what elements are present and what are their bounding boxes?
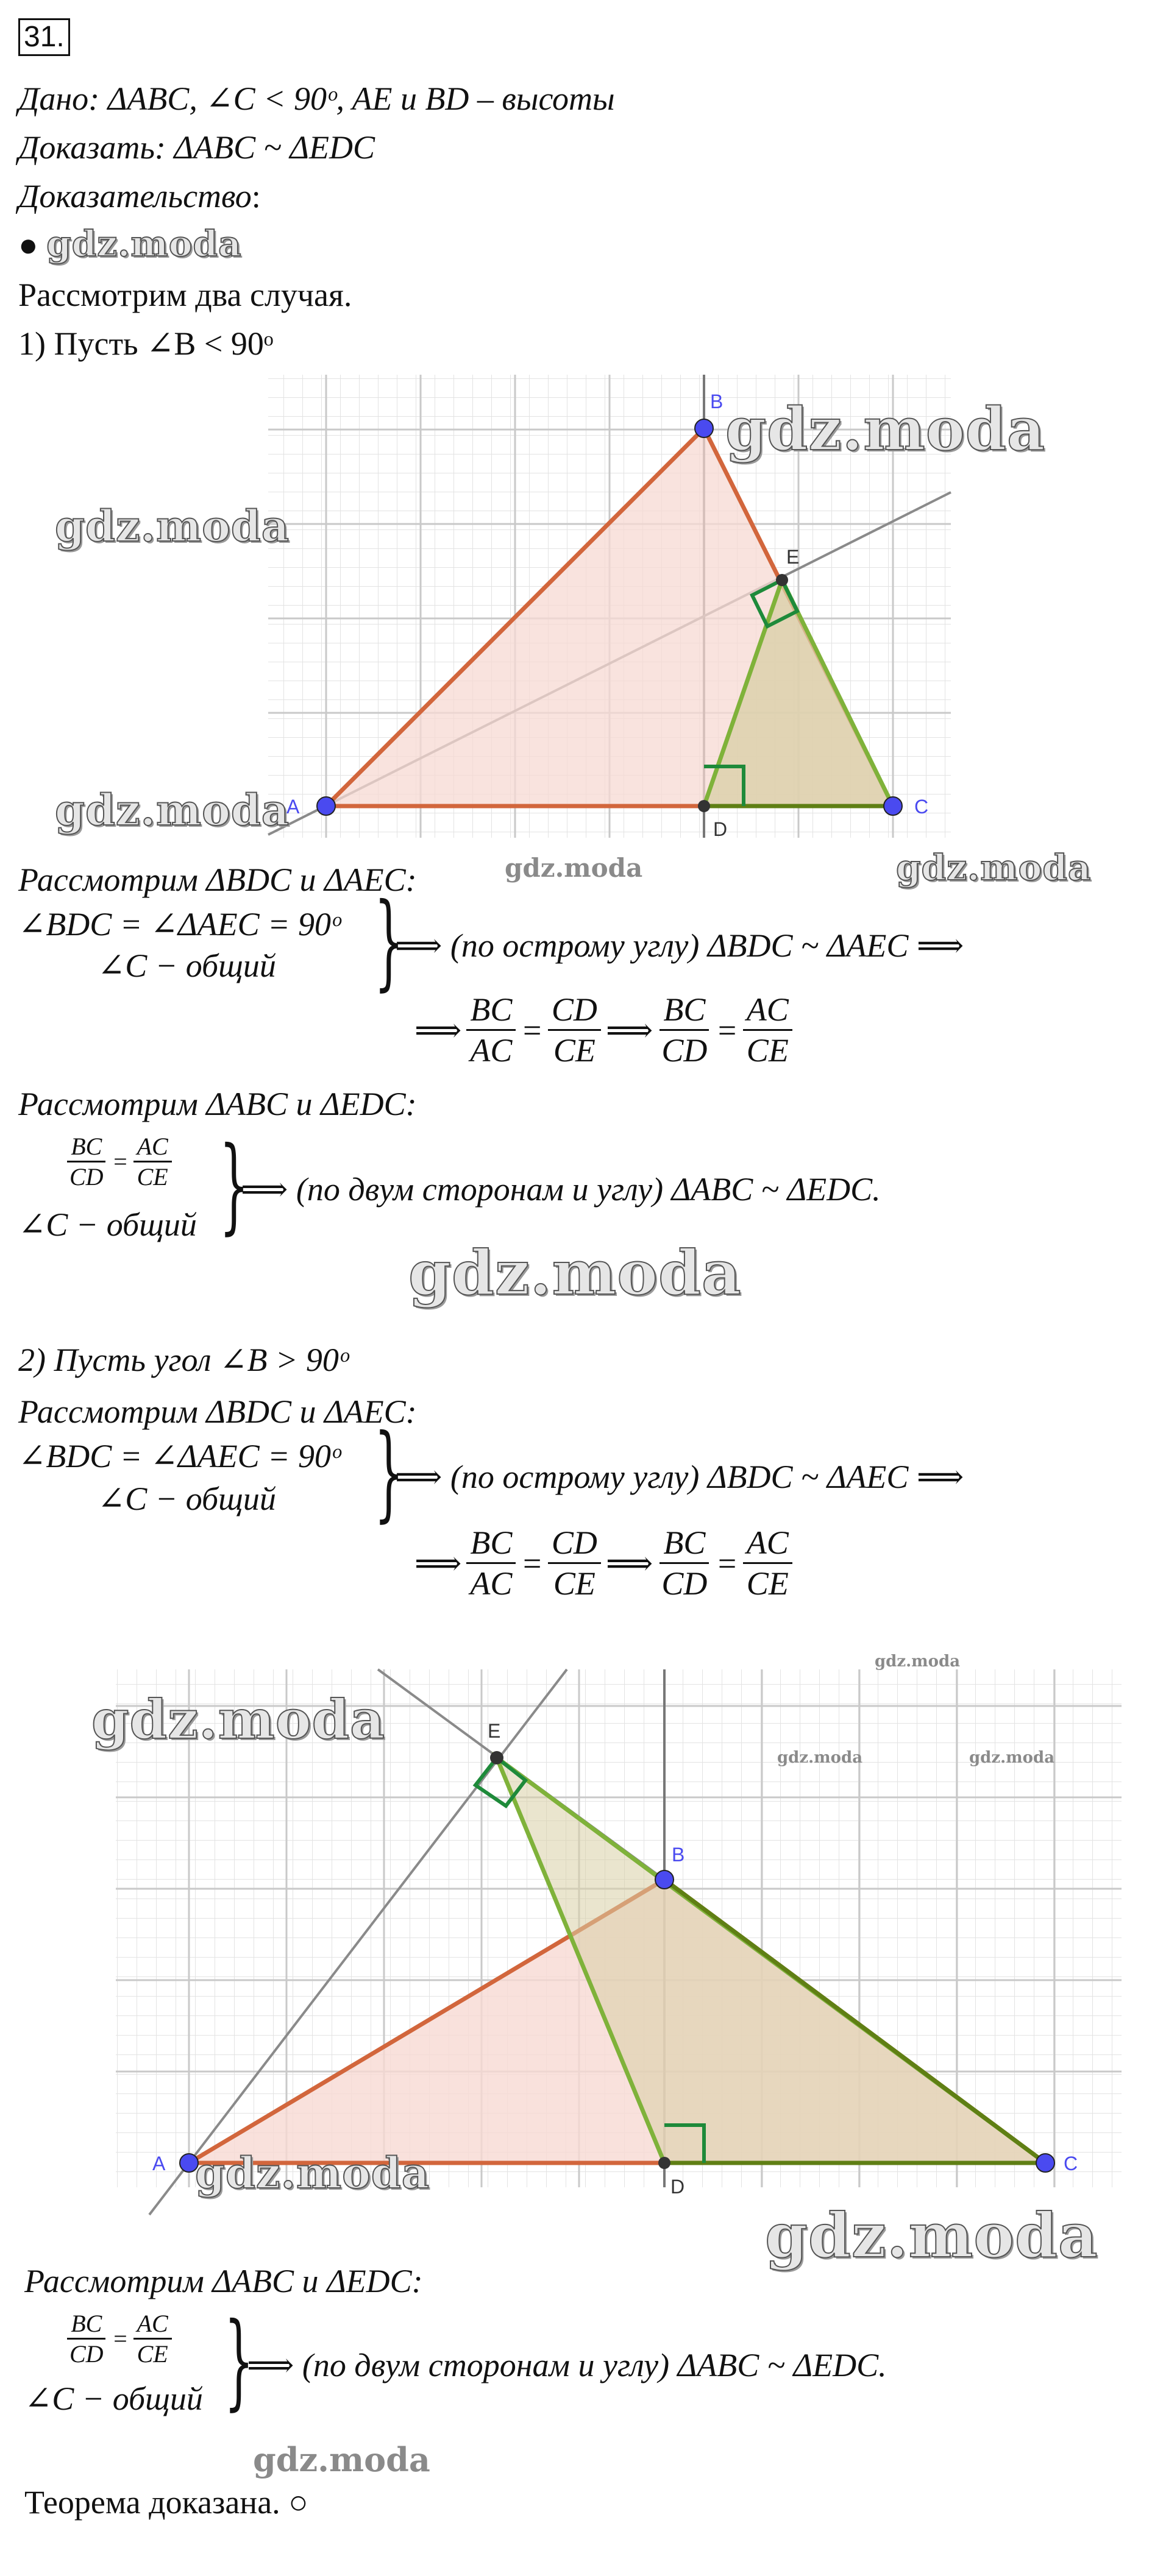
given-label: Дано	[18, 80, 89, 117]
figure1-point-e	[776, 574, 788, 586]
case1-consider2: Рассмотрим ΔABC и ΔEDC:	[18, 1086, 417, 1122]
ratio-ac-2: AC	[743, 990, 792, 1031]
ratio2-implies: ⟹	[605, 1545, 653, 1582]
case1-title: 1) Пусть ∠B < 90ᵒ	[18, 325, 274, 362]
case2-cond2: ∠C − общий	[98, 1481, 276, 1517]
figure1-point-d	[698, 800, 710, 812]
problem-number: 31.	[18, 18, 70, 56]
watermark-13: gdz.moda	[253, 2440, 430, 2479]
case2-ratio: ⟹ $\frac{BC}{AC}$ = $\frac{CD}{CE}$ ⟹ $\frac{BC}{CD}$ = $\frac{AC}{CE}$	[414, 1523, 797, 1603]
small-ratio-bc: BC	[67, 1132, 105, 1162]
ratio2-ce-2: CE	[746, 1565, 789, 1602]
figure2-label-c: C	[1064, 2153, 1078, 2174]
figure1-point-a	[317, 797, 335, 815]
case1-small-ratio: $\frac{BC}{CD}$ = $\frac{AC}{CE}$	[61, 1132, 177, 1191]
watermark-2: gdz.moda	[55, 501, 290, 551]
small-ratio2-cd: CD	[69, 2340, 104, 2368]
ratio2-ac-2: AC	[743, 1523, 792, 1564]
bullet-line	[18, 224, 242, 264]
figure1-label-a: A	[286, 796, 300, 818]
figure1-point-c	[884, 797, 902, 815]
watermark-10: gdz.moda	[969, 1749, 1055, 1767]
watermark-3: gdz.moda	[55, 785, 290, 835]
figure1-label-e: E	[786, 546, 800, 568]
case1-cond3: ∠C − общий	[18, 1206, 197, 1243]
bullet-dot: ●	[18, 227, 38, 263]
ratio2-ce: CE	[553, 1565, 596, 1602]
ratio2-bc: BC	[466, 1523, 516, 1564]
small-ratio-cd: CD	[69, 1163, 104, 1191]
two-cases-text: Рассмотрим два случая.	[18, 277, 352, 313]
case1-consider1: Рассмотрим ΔBDC и ΔAEC:	[18, 862, 417, 898]
watermark-6: gdz.moda	[408, 1237, 742, 1309]
ratio-cd: CD	[548, 990, 601, 1031]
ratio-ce-2: CE	[746, 1032, 789, 1069]
case1-cond1: ∠BDC = ∠ΔAEC = 90ᵒ	[18, 906, 341, 943]
figure1-label-b: B	[710, 391, 724, 412]
figure1-point-b	[695, 419, 713, 437]
watermark-logo: gdz.moda	[46, 223, 242, 264]
figure2-label-a: A	[152, 2153, 166, 2174]
case2-brace1: }	[374, 1412, 404, 1533]
proof-line	[18, 177, 261, 216]
ratio-lead: ⟹	[414, 1011, 462, 1049]
case1-brace2: }	[219, 1125, 249, 1245]
watermark-1: gdz.moda	[725, 395, 1046, 464]
watermark-5: gdz.moda	[505, 853, 643, 883]
watermark-11: gdz.moda	[195, 2148, 430, 2198]
case2-cond1: ∠BDC = ∠ΔAEC = 90ᵒ	[18, 1438, 341, 1474]
watermark-12: gdz.moda	[765, 2199, 1098, 2271]
watermark-4: gdz.moda	[896, 847, 1092, 888]
small-ratio-ac: AC	[133, 1132, 172, 1162]
prove-line	[18, 128, 375, 167]
case2-conclusion2: ⟹ (по двум сторонам и углу) ΔABC ~ ΔEDC.	[247, 2347, 887, 2383]
final-statement: Теорема доказана. ○	[24, 2484, 308, 2521]
small-ratio-ce: CE	[137, 1163, 168, 1191]
ratio-ce: CE	[553, 1032, 596, 1069]
ratio2-bc-2: BC	[660, 1523, 709, 1564]
figure2-point-e	[490, 1751, 503, 1764]
ratio2-ac: AC	[470, 1565, 513, 1602]
prove-text: : ΔABC ~ ΔEDC	[154, 129, 375, 166]
ratio2-cd: CD	[548, 1523, 601, 1564]
small-ratio2-ac: AC	[133, 2309, 172, 2340]
ratio-implies: ⟹	[605, 1011, 653, 1049]
prove-label: Доказать	[18, 129, 155, 166]
figure1-label-d: D	[713, 818, 728, 840]
ratio-ac: AC	[470, 1032, 513, 1069]
ratio-cd-2: CD	[661, 1032, 708, 1069]
case2-brace2: }	[224, 2301, 254, 2421]
ratio-bc-2: BC	[660, 990, 709, 1031]
ratio2-cd-2: CD	[661, 1565, 708, 1602]
figure1-label-c: C	[914, 796, 929, 818]
ratio2-lead: ⟹	[414, 1545, 462, 1582]
figure2-label-b: B	[672, 1844, 685, 1866]
proof-label: Доказательство	[18, 178, 252, 214]
watermark-7: gdz.moda	[91, 1688, 386, 1751]
case1-ratio: ⟹ $\frac{BC}{AC}$ = $\frac{CD}{CE}$ ⟹ $\frac{BC}{CD}$ = $\frac{AC}{CE}$	[414, 990, 797, 1070]
ratio-bc: BC	[466, 990, 516, 1031]
case1-cond2: ∠C − общий	[98, 947, 276, 984]
figure2-point-c	[1036, 2154, 1054, 2172]
small-ratio2-bc: BC	[67, 2309, 105, 2340]
figure2-point-d	[658, 2157, 670, 2169]
figure2-label-d: D	[670, 2176, 685, 2198]
case2-consider1: Рассмотрим ΔBDC и ΔAEC:	[18, 1393, 417, 1430]
proof-colon: :	[251, 178, 261, 214]
case2-cond3: ∠C − общий	[24, 2380, 203, 2417]
case1-conclusion: ⟹ (по острому углу) ΔBDC ~ ΔAEC ⟹	[395, 927, 964, 964]
case2-consider2: Рассмотрим ΔABC и ΔEDC:	[24, 2263, 423, 2299]
small-ratio2-ce: CE	[137, 2340, 168, 2368]
given-line	[18, 79, 615, 118]
case2-conclusion: ⟹ (по острому углу) ΔBDC ~ ΔAEC ⟹	[395, 1459, 964, 1495]
case2-small-ratio: $\frac{BC}{CD}$ = $\frac{AC}{CE}$	[61, 2309, 177, 2368]
figure2-label-e: E	[488, 1720, 501, 1742]
watermark-9: gdz.moda	[777, 1749, 863, 1767]
figure2-point-b	[655, 1870, 674, 1889]
given-text: : ΔABC, ∠C < 90ᵒ, AE и BD – высоты	[88, 80, 615, 117]
case1-conclusion2: ⟹ (по двум сторонам и углу) ΔABC ~ ΔEDC.	[241, 1171, 881, 1208]
case2-title: 2) Пусть угол ∠B > 90ᵒ	[18, 1342, 349, 1378]
case1-brace1: }	[374, 881, 404, 1002]
watermark-8: gdz.moda	[875, 1652, 961, 1671]
